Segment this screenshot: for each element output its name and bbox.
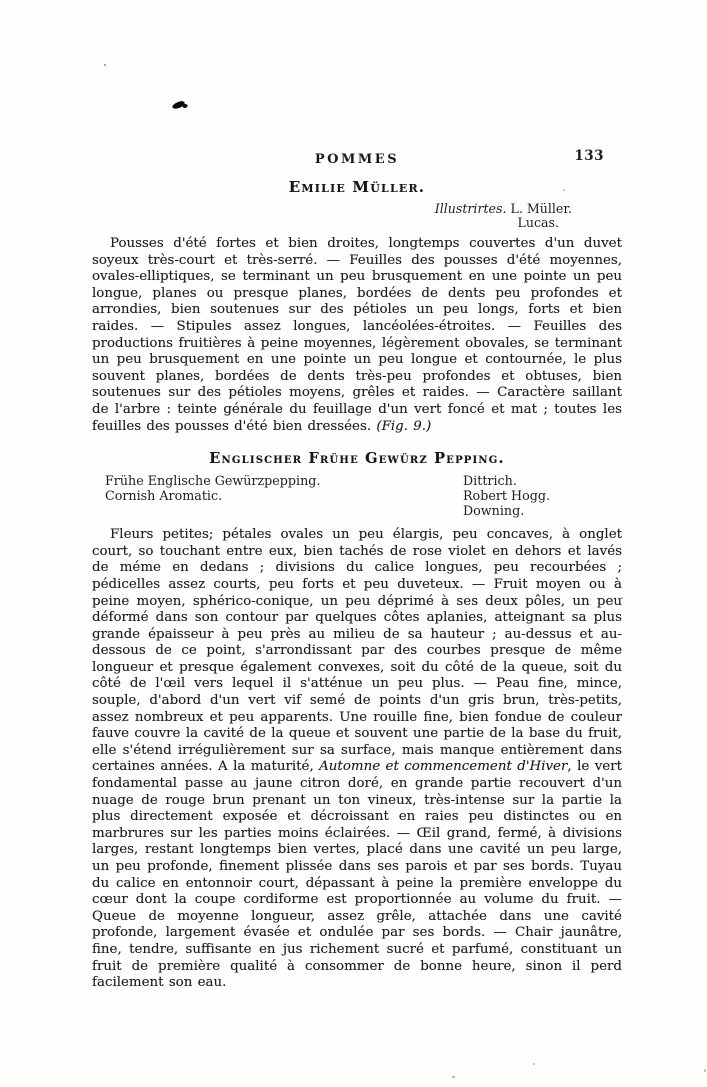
scan-speck [704,1069,706,1072]
attribution-line [92,202,572,216]
reference-author-1: Dittrich. [463,473,517,489]
reference-author-2: Robert Hogg. [463,488,550,504]
paragraph-text: Pousses d'été fortes et bien droites, longtemps couvertes d'un duvet soyeux très-court et très-serré. — Feuilles des pousses d'été moyennes, ovales-elliptiques, se terminant un peu brusquement en une pointe un peu longue, planes ou presque planes, bordées de dents peu profondes et arrondies, bien soutenues sur des pétioles un peu longs, forts et bien raides. — Stipules assez longues, lancéolées-étroites. — Feuilles des productions fruitières à peine moyennes, légèrement obovales, se terminant un peu brusquement en une pointe un peu longue et contournée, le plus souvent planes, bordées de dents très-peu profondes et obtuses, bien soutenues sur des pétioles moyens, grêles et raides. — Caractère saillant de l'arbre : teinte générale du feuillage d'un vert foncé et mat ; toutes les feuilles des pousses d'été bien dressées. [92,236,622,434]
synonyms-left-column [105,473,320,518]
page-number: 133 [574,148,604,164]
attribution-block [92,202,572,229]
attribution-author: L. Müller. [506,201,572,216]
reference-author-3: Downing. [463,503,525,519]
scan-speck [533,1063,535,1065]
season-italic: Automne et commencement d'Hiver [319,759,568,775]
scan-speck [452,1076,455,1078]
attribution-source-italic: Illustrirtes. [434,201,507,216]
synonym-english: Cornish Aromatic. [105,488,223,504]
article-title-englischer-pepping: Englischer Frühe Gewürz Pepping. [209,450,505,468]
article-title-emilie-muller: Emilie Müller. [288,178,426,196]
text-column [92,148,622,992]
paragraph-emilie-description [92,236,622,435]
synonym-german: Frühe Englische Gewürzpepping. [105,473,321,489]
scan-speck [104,64,106,66]
figure-reference: (Fig. 9.) [376,418,432,434]
page-header [92,148,622,165]
attribution-author-2: Lucas. [517,214,559,230]
references-right-column [463,473,622,518]
paragraph-text: Fleurs petites; pétales ovales un peu élargis, peu concaves, à onglet court, so touchant entre eux, bien tachés de rose violet en dehors et lavés de méme en dedans ; divisions du calice longues, peu recourbées ; pédicelles assez courts, peu forts et peu duveteux. — Fruit moyen ou à peine moyen, sphérico-conique, un peu déprimé à ses deux pôles, un peu déformé dans son contour par quelques côtes aplanies, atteignant sa plus grande épaisseur à peu près au milieu de sa hauteur ; au-dessus et au-dessous de ce point, s'arrondissant par des courbes presque de même longueur et presque également convexes, soit du côté de la queue, soit du côté de l'œil vers lequel il s'atténue un peu plus. — Peau fine, mince, souple, d'abord d'un vert vif semé de points d'un gris brun, très-petits, assez nombreux et peu apparents. Une rouille fine, bien fondue de couleur fauve couvre la cavité de la queue et souvent une partie de la base du fruit, elle s'étend irrégulièrement sur sa surface, mais manque entièrement dans certaines années. A la maturité, [92,527,622,775]
running-title: POMMES [314,152,400,167]
synonyms-block [92,473,622,518]
ink-smudge [171,100,185,110]
paragraph-text: , le vert fondamental passe au jaune citron doré, en grande partie recouvert d'un nuage de rouge brun prenant un ton vineux, très-intense sur la partie la plus directement exposée et décroissant en raies peu distinctes ou en marbrures sur les parties moins éclairées. — Œil grand, fermé, à divisions larges, restant longtemps bien vertes, placé dans une cavité un peu large, un peu profonde, finement plissée dans ses parois et par ses bords. Tuyau du calice en entonnoir court, dépassant à peine la première enveloppe du cœur dont la coupe cordiforme est proportionnée au volume du fruit. — Queue de moyenne longueur, assez grêle, attachée dans une cavité profonde, largement évasée et ondulée par ses bords. — Chair jaunâtre, fine, tendre, suffisante en jus richement sucré et parfumé, constituant un fruit de première qualité à consommer de bonne heure, sinon il perd facilement son eau. [92,759,622,991]
paragraph-pepping-description [92,527,622,992]
